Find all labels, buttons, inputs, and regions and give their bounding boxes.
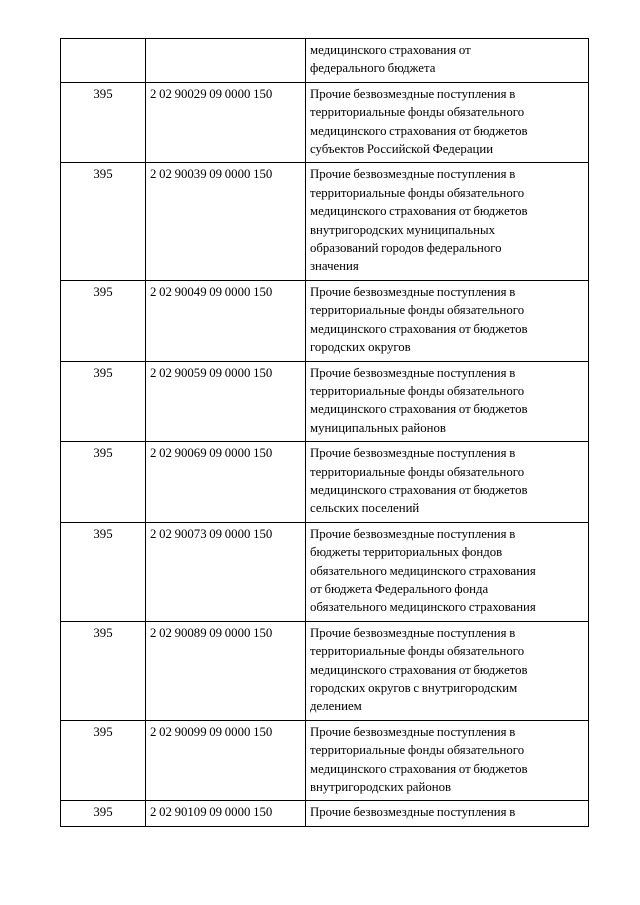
revenue-name-cell — [306, 82, 589, 163]
admin-code-cell: 395 — [61, 522, 146, 621]
revenue-name-line: территориальные фонды обязательного — [310, 644, 525, 659]
revenue-name-line: территориальные фонды обязательного — [310, 185, 525, 200]
admin-code-cell: 395 — [61, 361, 146, 442]
revenue-name-line: от бюджета Федерального фонда — [310, 581, 489, 596]
admin-code-cell: 395 — [61, 621, 146, 720]
admin-code-cell — [61, 39, 146, 83]
revenue-codes-table — [60, 38, 589, 827]
admin-code-cell: 395 — [61, 720, 146, 801]
revenue-name-line: Прочие безвозмездные поступления в — [310, 805, 516, 820]
revenue-name-line: внутригородских районов — [310, 780, 452, 795]
revenue-name-line: медицинского страхования от бюджетов — [310, 482, 528, 497]
admin-code-cell: 395 — [61, 163, 146, 280]
revenue-name-line: медицинского страхования от бюджетов — [310, 321, 528, 336]
revenue-name-line: территориальные фонды обязательного — [310, 743, 525, 758]
revenue-name-line: территориальные фонды обязательного — [310, 464, 525, 479]
revenue-name-line: Прочие безвозмездные поступления в — [310, 167, 516, 182]
revenue-name-cell — [306, 442, 589, 523]
revenue-name-line: территориальные фонды обязательного — [310, 303, 525, 318]
revenue-name-line: территориальные фонды обязательного — [310, 105, 525, 120]
revenue-name-line: медицинского страхования от бюджетов — [310, 662, 528, 677]
revenue-name-line: сельских поселений — [310, 501, 420, 516]
revenue-name-line: обязательного медицинского страхования — [310, 600, 536, 615]
revenue-name-cell — [306, 621, 589, 720]
revenue-name-line: медицинского страхования от бюджетов — [310, 761, 528, 776]
revenue-name-line: Прочие безвозмездные поступления в — [310, 365, 516, 380]
revenue-name-line: Прочие безвозмездные поступления в — [310, 526, 516, 541]
revenue-name-line: субъектов Российской Федерации — [310, 142, 494, 157]
revenue-name-cell — [306, 522, 589, 621]
revenue-name-line: образований городов федерального — [310, 241, 502, 256]
table-row — [61, 280, 589, 361]
revenue-name-line: значения — [310, 259, 359, 274]
revenue-name-line: внутригородских муниципальных — [310, 222, 495, 237]
budget-code-cell: 2 02 90109 09 0000 150 — [146, 801, 306, 826]
budget-code-cell: 2 02 90049 09 0000 150 — [146, 280, 306, 361]
revenue-name-cell — [306, 361, 589, 442]
revenue-name-line: обязательного медицинского страхования — [310, 563, 536, 578]
table-row — [61, 522, 589, 621]
revenue-name-cell — [306, 280, 589, 361]
revenue-name-line: Прочие безвозмездные поступления в — [310, 86, 516, 101]
revenue-name-line: бюджеты территориальных фондов — [310, 545, 503, 560]
budget-code-cell: 2 02 90029 09 0000 150 — [146, 82, 306, 163]
revenue-name-line: городских округов — [310, 340, 411, 355]
table-row — [61, 801, 589, 826]
revenue-name-cell — [306, 163, 589, 280]
budget-code-cell: 2 02 90039 09 0000 150 — [146, 163, 306, 280]
table-row — [61, 361, 589, 442]
revenue-name-line: муниципальных районов — [310, 420, 446, 435]
budget-code-cell: 2 02 90089 09 0000 150 — [146, 621, 306, 720]
admin-code-cell: 395 — [61, 82, 146, 163]
revenue-name-cell — [306, 720, 589, 801]
budget-code-cell — [146, 39, 306, 83]
revenue-name-cell — [306, 801, 589, 826]
revenue-name-line: территориальные фонды обязательного — [310, 383, 525, 398]
revenue-name-line: городских округов с внутригородским — [310, 681, 518, 695]
revenue-name-line: Прочие безвозмездные поступления в — [310, 724, 516, 739]
revenue-name-line: медицинского страхования от — [310, 43, 471, 57]
budget-code-cell: 2 02 90059 09 0000 150 — [146, 361, 306, 442]
revenue-name-line: медицинского страхования от бюджетов — [310, 123, 528, 138]
revenue-name-cell — [306, 39, 589, 83]
table-row — [61, 39, 589, 83]
admin-code-cell: 395 — [61, 801, 146, 826]
budget-code-cell: 2 02 90069 09 0000 150 — [146, 442, 306, 523]
table-row — [61, 720, 589, 801]
revenue-name-line: федерального бюджета — [310, 61, 436, 76]
revenue-name-line: Прочие безвозмездные поступления в — [310, 284, 516, 299]
table-row — [61, 163, 589, 280]
admin-code-cell: 395 — [61, 442, 146, 523]
revenue-name-line: делением — [310, 699, 362, 714]
table-row — [61, 82, 589, 163]
revenue-name-line: медицинского страхования от бюджетов — [310, 402, 528, 417]
revenue-name-line: Прочие безвозмездные поступления в — [310, 625, 516, 640]
revenue-name-line: медицинского страхования от бюджетов — [310, 204, 528, 219]
admin-code-cell: 395 — [61, 280, 146, 361]
table-row — [61, 621, 589, 720]
budget-code-cell: 2 02 90073 09 0000 150 — [146, 522, 306, 621]
table-row — [61, 442, 589, 523]
table-body — [61, 39, 589, 827]
budget-code-cell: 2 02 90099 09 0000 150 — [146, 720, 306, 801]
revenue-name-line: Прочие безвозмездные поступления в — [310, 446, 516, 461]
